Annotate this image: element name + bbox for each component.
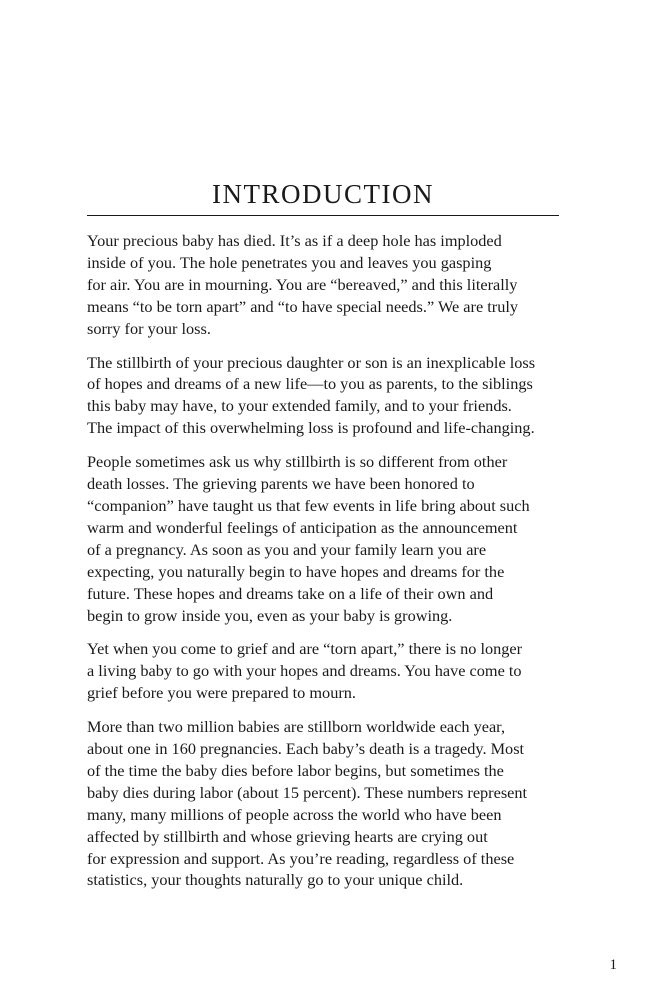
text-line: The impact of this overwhelming loss is profound and life-changing. (87, 418, 535, 438)
text-line: People sometimes ask us why stillbirth is so different from other (87, 452, 508, 472)
text-line: statistics, your thoughts naturally go to your unique child. (87, 870, 464, 890)
text-line: “companion” have taught us that few events in life bring about such (87, 495, 530, 515)
text-line: More than two million babies are stillborn worldwide each year, (87, 717, 506, 737)
text-line: of the time the baby dies before labor begins, but sometimes the (87, 760, 504, 780)
paragraph (87, 638, 567, 704)
text-line: Your precious baby has died. It’s as if a deep hole has imploded (87, 231, 502, 250)
paragraph (87, 716, 567, 891)
text-line: The stillbirth of your precious daughter or son is an inexplicable loss (87, 352, 536, 372)
text-line: Yet when you come to grief and are “torn apart,” there is no longer (87, 639, 523, 659)
text-line: of a pregnancy. As soon as you and your family learn you are (87, 539, 487, 559)
page-number: 1 (609, 957, 617, 973)
text-line: baby dies during labor (about 15 percent). These numbers represent (87, 782, 528, 802)
text-line: a living baby to go with your hopes and dreams. You have come to (87, 661, 522, 681)
text-line: for expression and support. As you’re reading, regardless of these (87, 848, 515, 868)
text-line: of hopes and dreams of a new life—to you as parents, to the siblings (87, 374, 533, 394)
text-line: many, many millions of people across the world who have been (87, 804, 502, 824)
text-line: sorry for your loss. (87, 318, 211, 338)
chapter-title: INTRODUCTION (212, 179, 434, 209)
text-line: future. These hopes and dreams take on a life of their own and (87, 583, 494, 603)
text-line: grief before you were prepared to mourn. (87, 683, 356, 703)
text-line: expecting, you naturally begin to have hopes and dreams for the (87, 561, 505, 581)
body-text (87, 230, 567, 903)
text-line: affected by stillbirth and whose grieving hearts are crying out (87, 826, 488, 846)
text-line: about one in 160 pregnancies. Each baby’s death is a tragedy. Most (87, 739, 525, 759)
text-line: inside of you. The hole penetrates you and leaves you gasping (87, 252, 492, 272)
text-line: for air. You are in mourning. You are “bereaved,” and this literally (87, 274, 518, 294)
paragraph (87, 451, 567, 626)
text-line: warm and wonderful feelings of anticipation as the announcement (87, 517, 518, 537)
paragraph (87, 230, 567, 340)
paragraph (87, 352, 567, 440)
text-line: begin to grow inside you, even as your baby is growing. (87, 605, 453, 625)
text-line: means “to be torn apart” and “to have special needs.” We are truly (87, 296, 519, 316)
text-line: this baby may have, to your extended family, and to your friends. (87, 396, 512, 416)
text-line: death losses. The grieving parents we have been honored to (87, 474, 475, 494)
title-underline-rule (87, 215, 559, 216)
